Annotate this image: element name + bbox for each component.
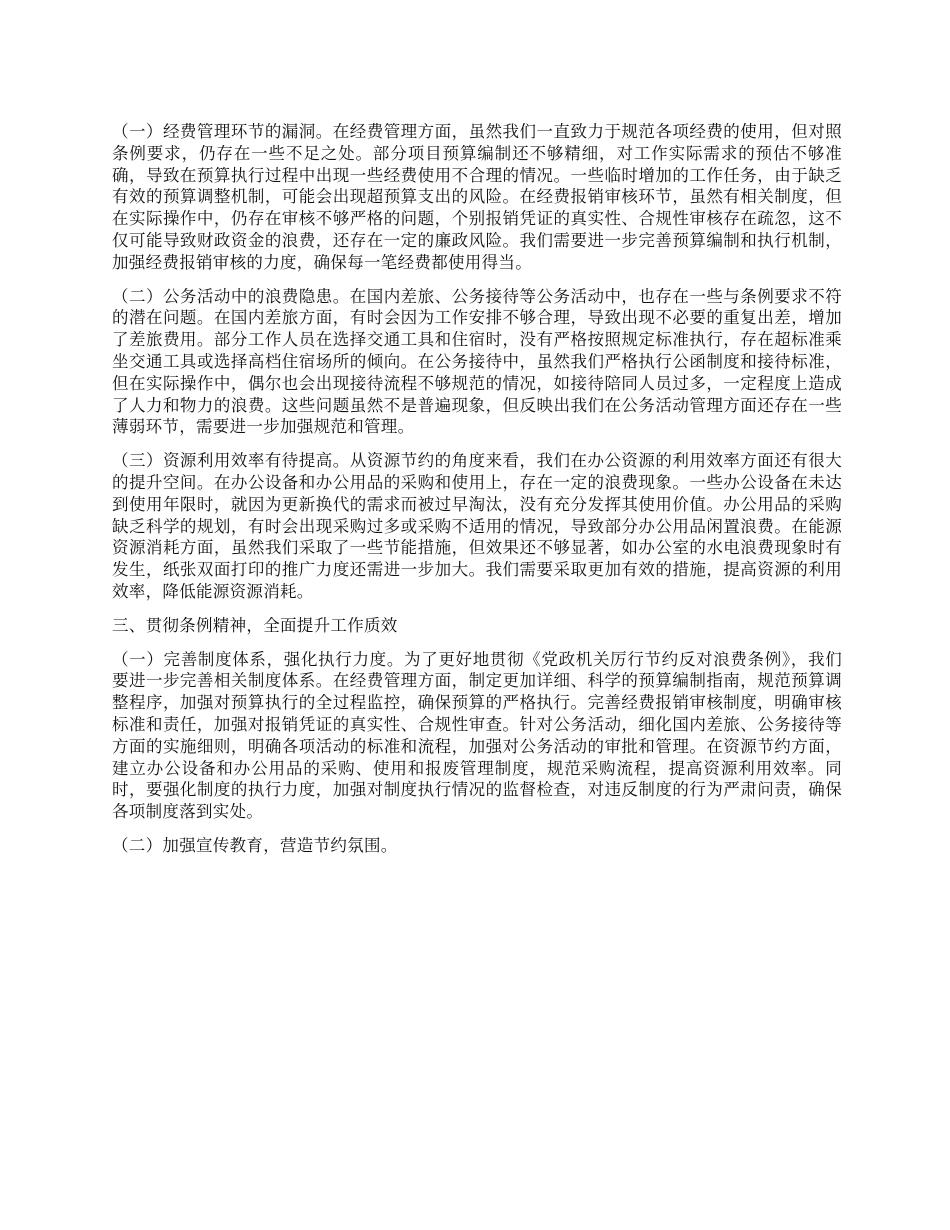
document-body <box>112 121 842 869</box>
paragraph-publicity-education: （二）加强宣传教育，营造节约氛围。 <box>112 835 398 855</box>
paragraph-resource-efficiency: （三）资源利用效率有待提高。从资源节约的角度来看，我们在办公资源的利用效率方面还有很大的提升空间。在办公设备和办公用品的采购和使用上，存在一定的浪费现象。一些办公设备在未达到使用年限时，就因为更新换代的需求而被过早淘汰，没有充分发挥其使用价值。办公用品的采购缺乏科学的规划，有时会出现采购过多或采购不适用的情况，导致部分办公用品闲置浪费。在能源资源消耗方面，虽然我们采取了一些节能措施，但效果还不够显著，如办公室的水电浪费现象时有发生，纸张双面打印的推广力度还需进一步加大。我们需要采取更加有效的措施，提高资源的利用效率，降低能源资源消耗。 <box>112 451 842 601</box>
paragraph-funding-loopholes: （一）经费管理环节的漏洞。在经费管理方面，虽然我们一直致力于规范各项经费的使用，但对照条例要求，仍存在一些不足之处。部分项目预算编制还不够精细，对工作实际需求的预估不够准确，导致在预算执行过程中出现一些经费使用不合理的情况。一些临时增加的工作任务，由于缺乏有效的预算调整机制，可能会出现超预算支出的风险。在经费报销审核环节，虽然有相关制度，但在实际操作中，仍存在审核不够严格的问题，个别报销凭证的真实性、合规性审核存在疏忽，这不仅可能导致财政资金的浪费，还存在一定的廉政风险。我们需要进一步完善预算编制和执行机制，加强经费报销审核的力度，确保每一笔经费都使用得当。 <box>112 122 842 272</box>
paragraph-improve-system: （一）完善制度体系，强化执行力度。为了更好地贯彻《党政机关厉行节约反对浪费条例》，我们要进一步完善相关制度体系。在经费管理方面，制定更加详细、科学的预算编制指南，规范预算调整程序，加强对预算执行的全过程监控，确保预算的严格执行。完善经费报销审核制度，明确审核标准和责任，加强对报销凭证的真实性、合规性审查。针对公务活动，细化国内差旅、公务接待等方面的实施细则，明确各项活动的标准和流程，加强对公务活动的审批和管理。在资源节约方面，建立办公设备和办公用品的采购、使用和报废管理制度，规范采购流程，提高资源利用效率。同时，要强化制度的执行力度，加强对制度执行情况的监督检查，对违反制度的行为严肃问责，确保各项制度落到实处。 <box>112 649 842 822</box>
paragraph-official-activity-waste: （二）公务活动中的浪费隐患。在国内差旅、公务接待等公务活动中，也存在一些与条例要求不符的潜在问题。在国内差旅方面，有时会因为工作安排不够合理，导致出现不必要的重复出差，增加了差旅费用。部分工作人员在选择交通工具和住宿时，没有严格按照规定标准执行，存在超标准乘坐交通工具或选择高档住宿场所的倾向。在公务接待中，虽然我们严格执行公函制度和接待标准，但在实际操作中，偶尔也会出现接待流程不够规范的情况，如接待陪同人员过多，一定程度上造成了人力和物力的浪费。这些问题虽然不是普遍现象，但反映出我们在公务活动管理方面还存在一些薄弱环节，需要进一步加强规范和管理。 <box>112 286 842 437</box>
section-heading: 三、贯彻条例精神，全面提升工作质效 <box>112 615 398 635</box>
